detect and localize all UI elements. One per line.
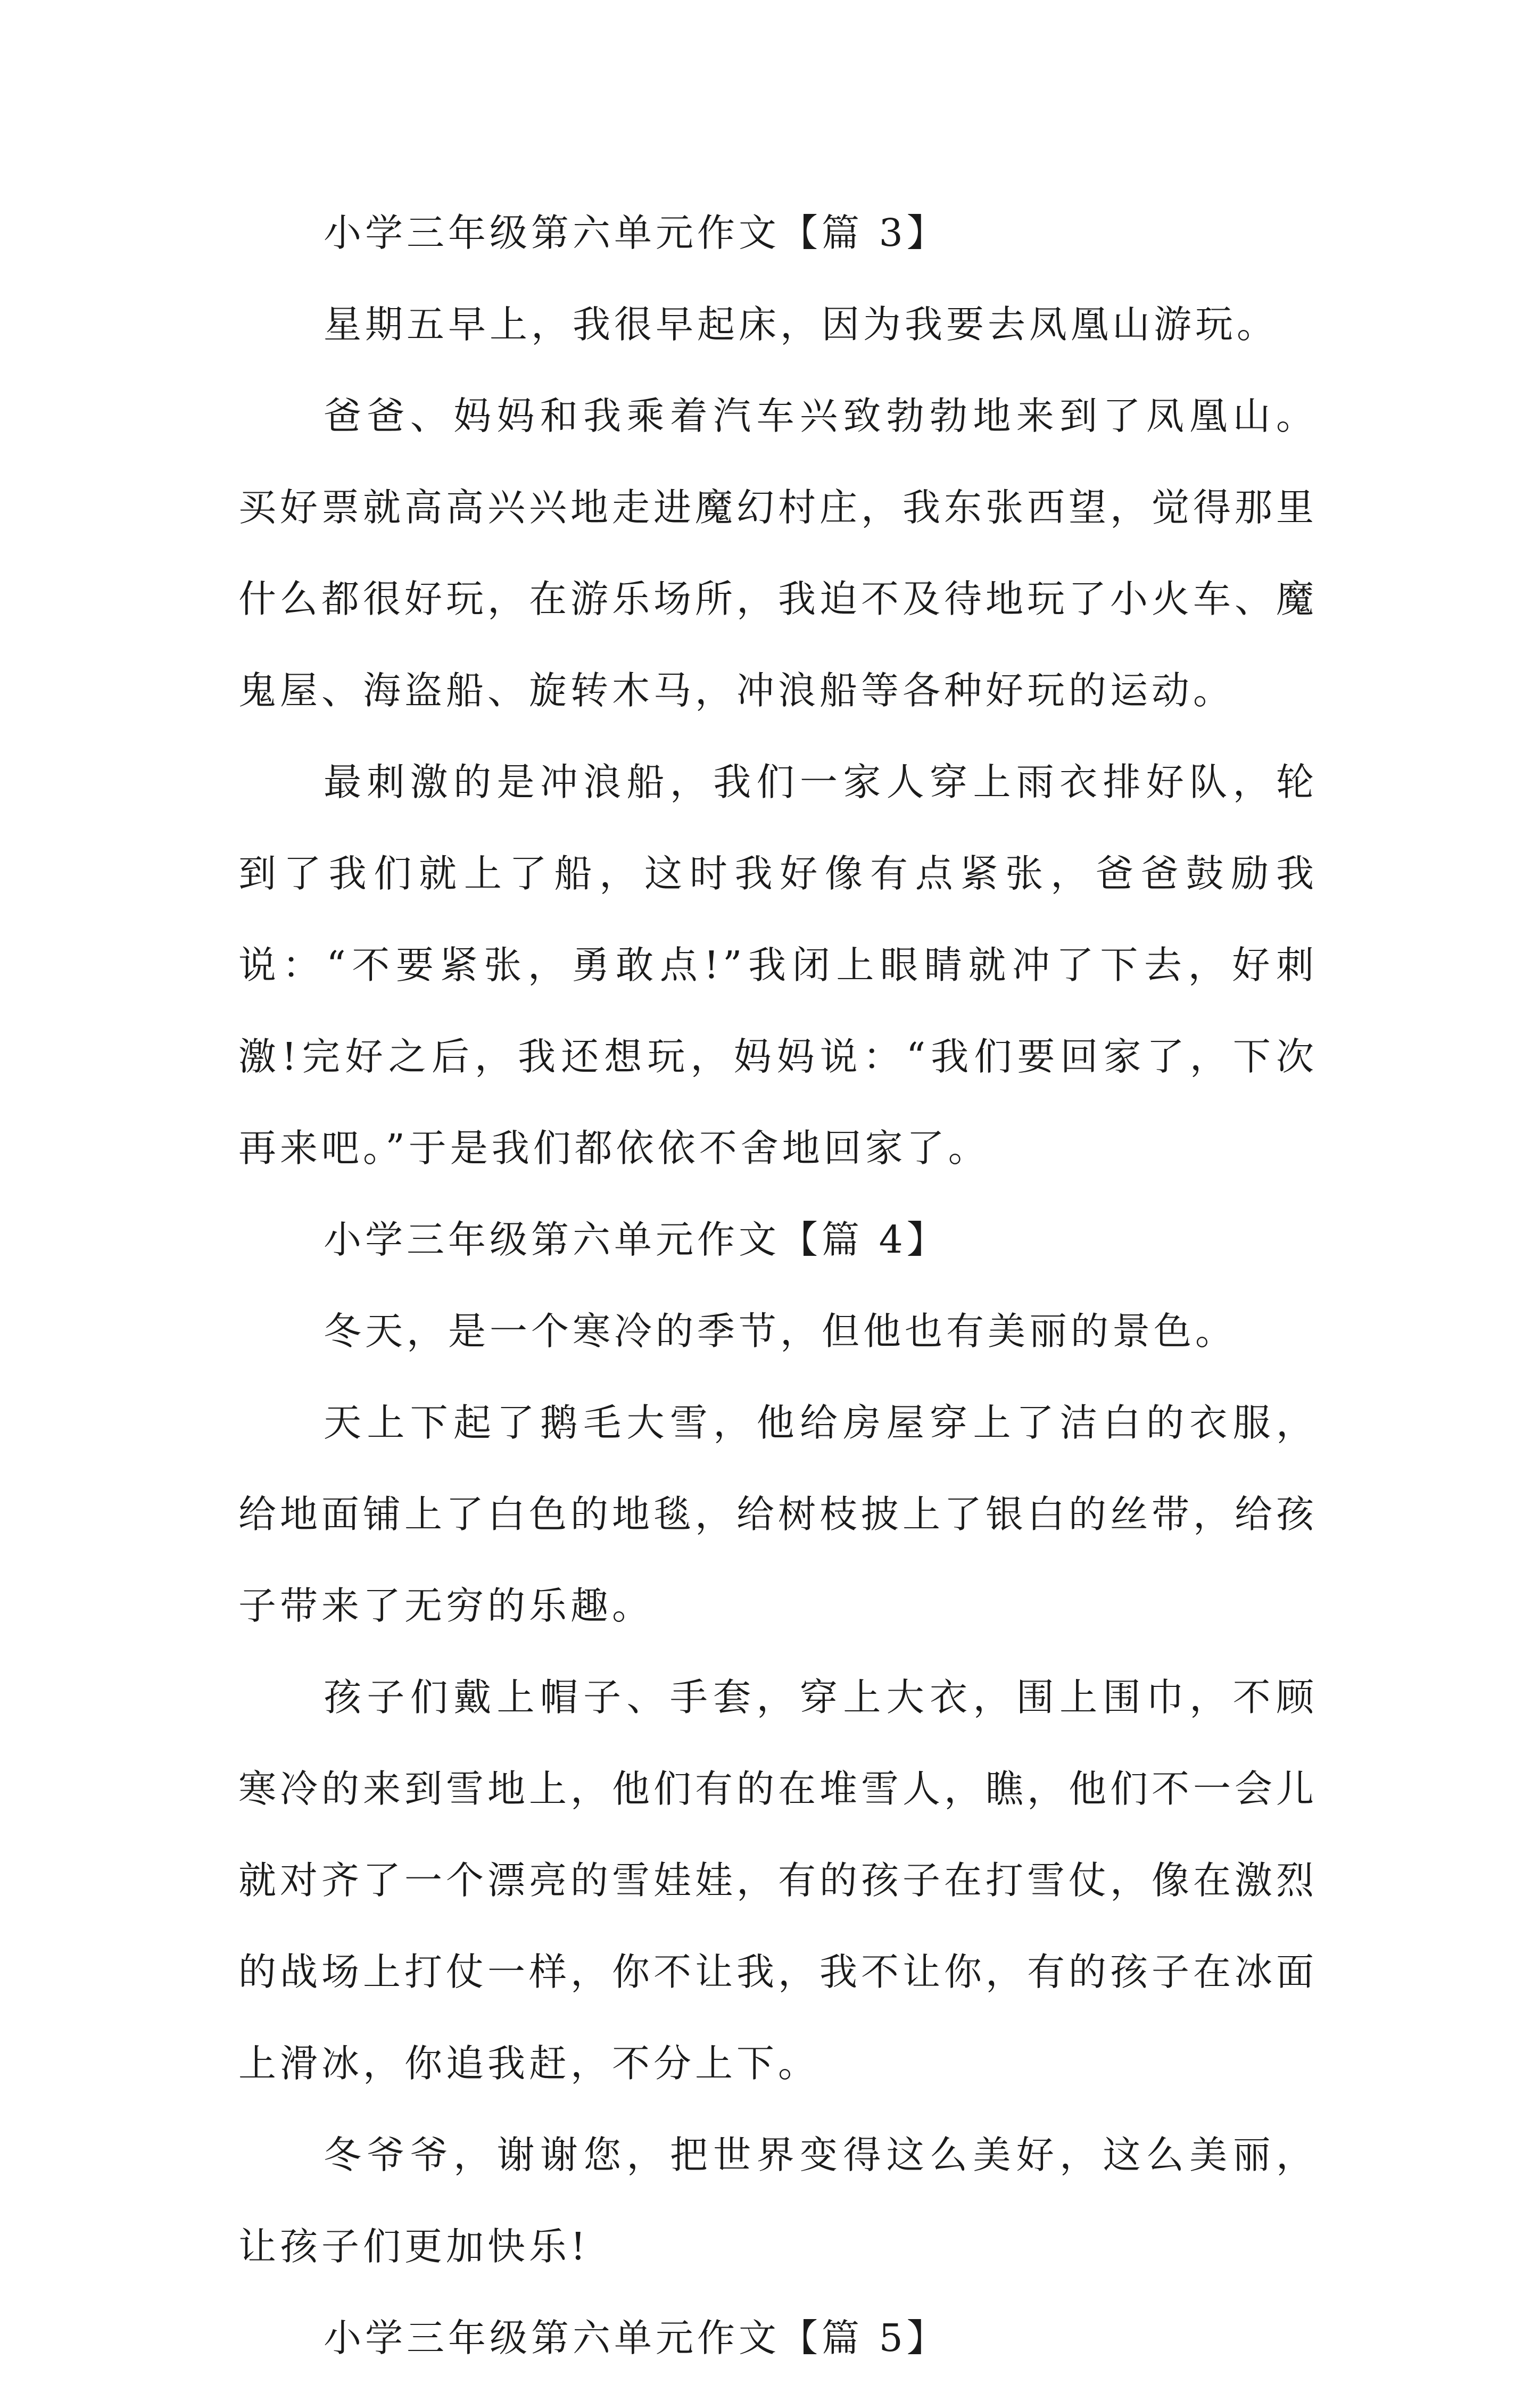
paragraph: 星期五早上，我很早起床，因为我要去凤凰山游玩。 (324, 302, 1279, 346)
section-heading-3: 小学三年级第六单元作文【篇 3】 (324, 211, 948, 255)
paragraph: 冬爷爷，谢谢您，把世界变得这么美好，这么美丽，让孩子们更加快乐! (238, 2133, 1318, 2269)
paragraph: 爸爸、妈妈和我乘着汽车兴致勃勃地来到了凤凰山。买好票就高高兴兴地走进魔幻村庄，我东张西望，觉得那里什么都很好玩，在游乐场所，我迫不及待地玩了小火车、魔鬼屋、海盗船、旋转木马，冲浪船等各种好玩的运动。 (238, 394, 1318, 713)
document-body (238, 187, 1318, 2384)
paragraph: 天上下起了鹅毛大雪，他给房屋穿上了洁白的衣服，给地面铺上了白色的地毯，给树枝披上了银白的丝带，给孩子带来了无穷的乐趣。 (238, 1401, 1318, 1628)
section-heading-5: 小学三年级第六单元作文【篇 5】 (324, 2316, 948, 2360)
paragraph: 孩子们戴上帽子、手套，穿上大衣，围上围巾，不顾寒冷的来到雪地上，他们有的在堆雪人，瞧，他们不一会儿就对齐了一个漂亮的雪娃娃，有的孩子在打雪仗，像在激烈的战场上打仗一样，你不让我，我不让你，有的孩子在冰面上滑冰，你追我赶，不分上下。 (238, 1675, 1318, 2085)
section-heading-4: 小学三年级第六单元作文【篇 4】 (324, 1218, 948, 1262)
paragraph: 冬天，是一个寒冷的季节，但他也有美丽的景色。 (324, 1309, 1237, 1353)
paragraph: 最刺激的是冲浪船，我们一家人穿上雨衣排好队，轮到了我们就上了船，这时我好像有点紧张，爸爸鼓励我说：“不要紧张，勇敢点!”我闭上眼睛就冲了下去，好刺激!完好之后，我还想玩，妈妈说：“我们要回家了，下次再来吧。”于是我们都依依不舍地回家了。 (238, 760, 1318, 1170)
